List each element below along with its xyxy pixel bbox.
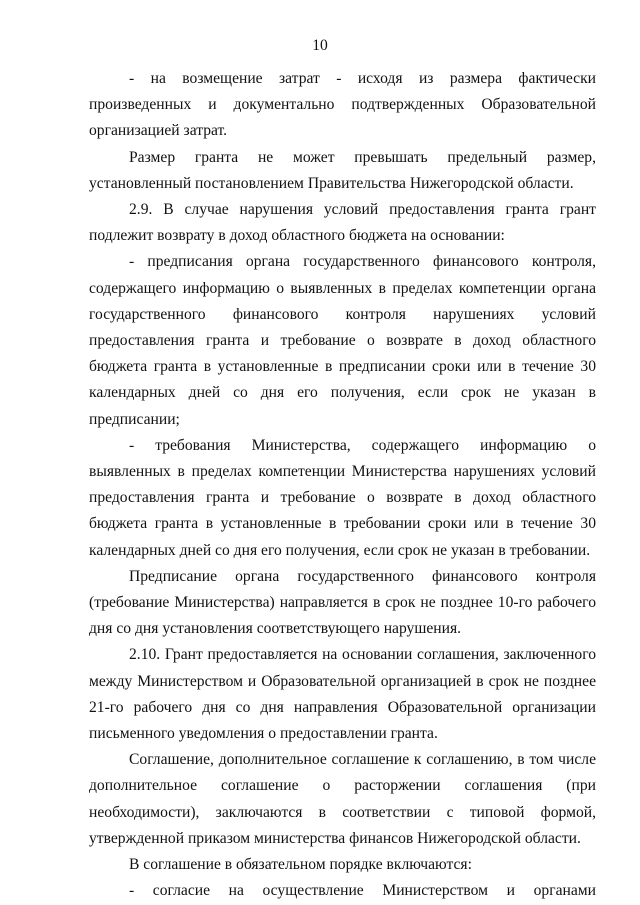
paragraph-2-9: 2.9. В случае нарушения условий предоставления гранта грант подлежит возврату в доход областного бюджета на основании:: [89, 201, 596, 245]
paragraph-order-deadline: Предписание органа государственного финансового контроля (требование Министерства) направляется в срок не позднее 10-го рабочего дня со дня установления соответствующего нарушения.: [89, 567, 596, 638]
paragraph-control-order: - предписания органа государственного финансового контроля, содержащего информацию о выявленных в пределах компетенции органа государственного финансового контроля нарушениях условий предоставления гранта и требование о возврате в доход областного бюджета гранта в установленные в предписании сроки или в течение 30 календарных дней со дня его получения, если срок не указан в предписании;: [89, 253, 596, 428]
paragraph-agreement-includes: В соглашение в обязательном порядке включаются:: [129, 856, 472, 874]
document-body: [89, 66, 596, 905]
paragraph-reimbursement: - на возмещение затрат - исходя из размера фактически произведенных и документально подтвержденных Образовательной организацией затрат.: [89, 70, 596, 140]
paragraph-2-10: 2.10. Грант предоставляется на основании соглашения, заключенного между Министерством и Образовательной организацией в срок не позднее 21-го рабочего дня со дня направления Образовательной организации письменного уведомления о предоставлении гранта.: [89, 646, 596, 743]
page-number: 10: [312, 37, 328, 54]
paragraph-ministry-requirement: - требования Министерства, содержащего информацию о выявленных в пределах компетенции Министерства нарушениях условий предоставления гранта и требование о возврате в доход областного бюджета гранта в установленные в требовании сроки или в течение 30 календарных дней со дня его получения, если срок не указан в требовании.: [89, 436, 596, 559]
paragraph-agreement-form: Соглашение, дополнительное соглашение к соглашению, в том числе дополнительное соглашение о расторжении соглашения (при необходимости), заключаются в соответствии с типовой формой, утвержденной приказом министерства финансов Нижегородской области.: [89, 751, 596, 847]
paragraph-consent: - согласие на осуществление Министерством и органами: [129, 882, 596, 900]
paragraph-grant-limit: Размер гранта не может превышать предельный размер, установленный постановлением Правительства Нижегородской области.: [89, 148, 596, 192]
